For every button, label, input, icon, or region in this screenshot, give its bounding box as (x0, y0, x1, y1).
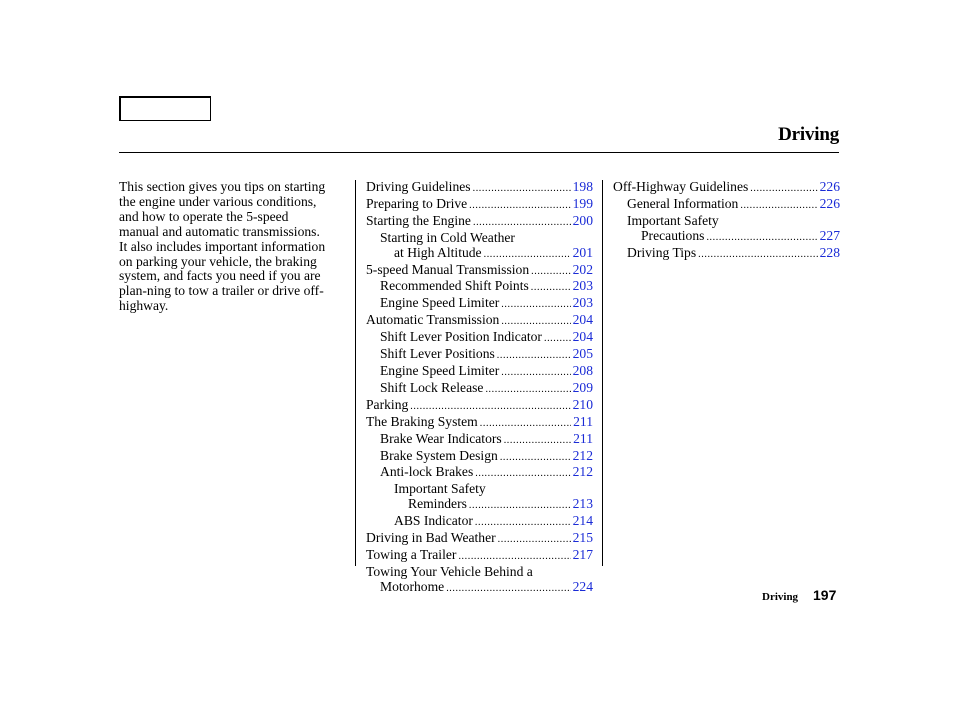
toc-column-2 (613, 180, 840, 263)
toc-entry[interactable] (366, 531, 593, 548)
intro-paragraph: This section gives you tips on starting the engine under various conditions, and how to operate the 5-speed manual and automatic transmissions. It also includes important information on parking your vehicle, the braking system, and facts you need if you are plan-ning to tow a trailer or drive off-highway. (119, 179, 326, 314)
toc-page-link[interactable]: 213 (572, 496, 593, 512)
toc-entry[interactable] (613, 214, 840, 229)
toc-entry-label: General Information (627, 195, 739, 211)
toc-entry-label: Parking (366, 396, 409, 412)
toc-dot-leader (480, 417, 571, 432)
toc-entry[interactable] (366, 497, 593, 514)
column-divider-left (355, 180, 356, 566)
toc-dot-leader (469, 199, 570, 214)
toc-page-link[interactable]: 226 (819, 195, 840, 211)
toc-entry[interactable] (366, 180, 593, 197)
toc-entry-label: Brake System Design (380, 447, 498, 463)
toc-entry[interactable] (366, 197, 593, 214)
toc-entry-label: Engine Speed Limiter (380, 295, 500, 311)
toc-page-link[interactable]: 209 (572, 379, 593, 395)
toc-dot-leader (485, 383, 570, 398)
footer-section-label: Driving (762, 591, 799, 603)
toc-entry-label: at High Altitude (394, 244, 482, 260)
toc-entry[interactable] (366, 246, 593, 263)
toc-page-link[interactable]: 204 (572, 329, 593, 345)
toc-page-link[interactable]: 228 (819, 244, 840, 260)
toc-entry-label: Off-Highway Guidelines (613, 179, 749, 194)
toc-dot-leader (497, 349, 571, 364)
toc-page-link[interactable]: 224 (572, 578, 593, 594)
toc-entry-label: Shift Lever Position Indicator (380, 329, 542, 345)
toc-entry-label: Important Safety (394, 481, 486, 497)
toc-entry-label: Anti-lock Brakes (380, 464, 474, 480)
toc-entry-label: Brake Wear Indicators (380, 430, 502, 446)
toc-page-link[interactable]: 205 (572, 346, 593, 362)
toc-entry[interactable] (366, 214, 593, 231)
toc-page-link[interactable]: 199 (572, 195, 593, 211)
toc-page-link[interactable]: 226 (819, 179, 840, 194)
toc-entry[interactable] (613, 197, 840, 214)
toc-entry-label: Preparing to Drive (366, 195, 468, 211)
toc-entry[interactable] (366, 330, 593, 347)
toc-page-link[interactable]: 208 (572, 362, 593, 378)
toc-entry[interactable] (366, 296, 593, 313)
toc-dot-leader (458, 550, 570, 565)
toc-entry-label: Important Safety (627, 212, 719, 228)
toc-dot-leader (531, 265, 570, 280)
toc-page-link[interactable]: 203 (572, 278, 593, 294)
toc-entry-label: Towing a Trailer (366, 546, 457, 562)
toc-entry[interactable] (366, 548, 593, 565)
toc-dot-leader (484, 248, 571, 263)
toc-entry-label: ABS Indicator (394, 513, 473, 529)
toc-entry[interactable] (366, 279, 593, 296)
toc-dot-leader (410, 400, 570, 415)
toc-dot-leader (740, 199, 817, 214)
toc-dot-leader (501, 298, 570, 313)
toc-entry[interactable] (613, 180, 840, 197)
toc-dot-leader (544, 332, 571, 347)
toc-entry[interactable] (366, 364, 593, 381)
toc-dot-leader (475, 516, 571, 531)
toc-entry[interactable] (366, 449, 593, 466)
toc-dot-leader (698, 248, 817, 263)
column-divider-right (602, 180, 603, 566)
toc-page-link[interactable]: 211 (573, 413, 593, 429)
toc-entry-label: Precautions (641, 227, 705, 243)
toc-page-link[interactable]: 204 (572, 312, 593, 328)
toc-page-link[interactable]: 210 (572, 396, 593, 412)
toc-entry-label: 5-speed Manual Transmission (366, 261, 530, 277)
toc-entry-label: Starting in Cold Weather (380, 229, 515, 245)
toc-entry-label: Driving Tips (627, 244, 697, 260)
section-nav-box[interactable] (119, 96, 211, 121)
toc-entry-label: Driving Guidelines (366, 179, 471, 194)
toc-entry-label: Reminders (408, 496, 467, 512)
toc-entry-label: Shift Lever Positions (380, 346, 495, 362)
toc-entry[interactable] (366, 432, 593, 449)
toc-entry[interactable] (366, 514, 593, 531)
toc-dot-leader (501, 366, 570, 381)
toc-entry[interactable] (366, 565, 593, 580)
toc-entry[interactable] (366, 231, 593, 246)
toc-page-link[interactable]: 203 (572, 295, 593, 311)
toc-page-link[interactable]: 214 (572, 513, 593, 529)
toc-entry-label: Driving in Bad Weather (366, 530, 496, 546)
toc-entry[interactable] (366, 381, 593, 398)
toc-page-link[interactable]: 211 (573, 430, 593, 446)
toc-dot-leader (500, 451, 571, 466)
toc-entry[interactable] (366, 313, 593, 330)
toc-page-link[interactable]: 201 (572, 244, 593, 260)
toc-entry[interactable] (366, 398, 593, 415)
toc-dot-leader (501, 315, 570, 330)
toc-dot-leader (473, 216, 571, 231)
toc-column-1 (366, 180, 593, 597)
toc-entry[interactable] (366, 465, 593, 482)
toc-entry[interactable] (366, 482, 593, 497)
footer-page-number: 197 (813, 587, 837, 603)
toc-entry[interactable] (366, 347, 593, 364)
header-divider (119, 152, 839, 153)
toc-page-link[interactable]: 217 (572, 546, 593, 562)
toc-page-link[interactable]: 212 (572, 447, 593, 463)
toc-page-link[interactable]: 202 (572, 261, 593, 277)
toc-dot-leader (475, 467, 570, 482)
toc-dot-leader (504, 434, 571, 449)
toc-page-link[interactable]: 227 (819, 227, 840, 243)
toc-entry-label: Engine Speed Limiter (380, 362, 500, 378)
toc-dot-leader (446, 582, 570, 597)
toc-entry-label: Towing Your Vehicle Behind a (366, 563, 533, 579)
toc-page-link[interactable]: 198 (572, 179, 593, 194)
toc-entry-label: The Braking System (366, 413, 478, 429)
toc-entry-label: Recommended Shift Points (380, 278, 529, 294)
toc-entry[interactable] (366, 263, 593, 280)
toc-entry[interactable] (613, 246, 840, 263)
toc-page-link[interactable]: 200 (572, 212, 593, 228)
toc-entry-label: Starting the Engine (366, 212, 471, 228)
toc-page-link[interactable]: 212 (572, 464, 593, 480)
toc-entry[interactable] (366, 415, 593, 432)
toc-dot-leader (469, 499, 571, 514)
toc-entry-label: Automatic Transmission (366, 312, 500, 328)
page-title: Driving (778, 124, 839, 145)
toc-dot-leader (750, 182, 817, 197)
toc-entry[interactable] (613, 229, 840, 246)
toc-dot-leader (473, 182, 571, 197)
toc-dot-leader (706, 231, 817, 246)
toc-dot-leader (498, 533, 571, 548)
toc-entry-label: Motorhome (380, 578, 445, 594)
toc-page-link[interactable]: 215 (572, 530, 593, 546)
toc-entry[interactable] (366, 580, 593, 597)
toc-entry-label: Shift Lock Release (380, 379, 484, 395)
toc-dot-leader (531, 281, 571, 296)
